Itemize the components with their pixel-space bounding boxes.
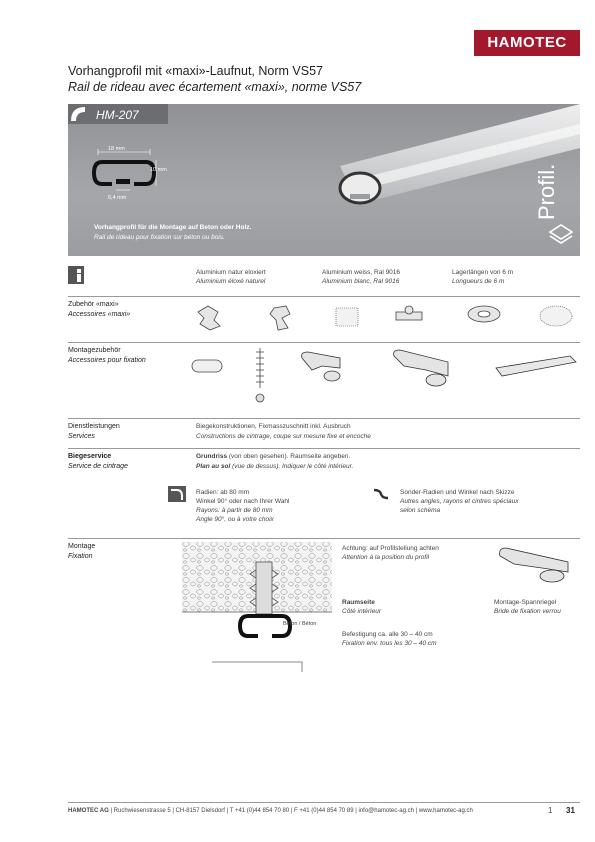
divider: [68, 538, 580, 539]
section-services-de: Dienstleistungen: [68, 423, 120, 430]
special-fr-1: Autres angles, rayons et cintres spéciaux: [400, 498, 519, 505]
mounting-drawing: [182, 540, 332, 672]
section-montage-de: Montage: [68, 543, 96, 550]
profil-logo-icon: [548, 222, 574, 244]
finish-3-fr: Longueurs de 6 m: [452, 278, 505, 285]
divider: [68, 418, 580, 419]
product-code: HM-207: [96, 108, 139, 122]
screw-icon: [256, 348, 264, 402]
finish-2-de: Aluminium weiss, Ral 9016: [322, 269, 401, 276]
finish-3-de: Lagerlängen von 6 m: [452, 269, 514, 276]
finish-1-fr: Aluminium éloxé naturel: [196, 278, 266, 285]
mounting-clamp-drawing: [494, 542, 576, 586]
finish-2-fr: Aluminium blanc, Ral 9016: [322, 278, 400, 285]
profile-corner-icon: [70, 106, 86, 122]
fixing-de: Befestigung ca. alle 30 – 40 cm: [342, 631, 433, 638]
section-mounting-fr: Accessoires pour fixation: [68, 357, 146, 364]
radius-icon: [168, 486, 186, 502]
section-services-fr: Services: [68, 433, 95, 440]
section-accessories-de: Zubehör «maxi»: [68, 301, 119, 308]
finish-1-de: Aluminium natur eloxiert: [196, 269, 266, 276]
mounting-images: [190, 344, 580, 406]
ceiling-clip-icon: [468, 306, 500, 322]
accessories-images: [190, 300, 580, 336]
profil-label-box: [528, 142, 574, 222]
section-montage-fr: Fixation: [68, 553, 93, 560]
radii-de-2: Winkel 90° oder nach Ihrer Wahl: [196, 498, 290, 505]
glider-icon: [198, 306, 220, 330]
profile-dimension-drawing: [90, 144, 180, 206]
clip-de: Montage-Spannriegel: [494, 599, 557, 606]
end-stop-icon: [336, 308, 358, 326]
section-mounting-de: Montagezubehör: [68, 347, 121, 354]
banner-text-de: Vorhangprofil für die Montage auf Beton oder Holz.: [94, 224, 252, 231]
clamp-icon: [302, 352, 340, 381]
section-accessories-fr: Accessoires «maxi»: [68, 311, 131, 318]
divider: [68, 448, 580, 449]
dim-height: 10 mm: [150, 167, 167, 173]
attention-de: Achtung: auf Profilstellung achten: [342, 545, 439, 552]
dim-slot: 6,4 mm: [108, 195, 127, 201]
services-text-fr: Constructions de cintrage, coupe sur mesure fixe et encoche: [196, 433, 371, 440]
banner-text-fr: Rail de rideau pour fixation sur béton ou bois.: [94, 234, 225, 241]
divider: [68, 342, 580, 343]
cover-strip-icon: [496, 356, 576, 376]
info-icon: [68, 266, 84, 284]
brand-logo: HAMOTEC: [474, 30, 580, 56]
divider: [68, 296, 580, 297]
special-de: Sonder-Radien und Winkel nach Skizze: [400, 489, 515, 496]
radii-fr-1: Rayons: à partir de 80 mm: [196, 507, 273, 514]
footer-section-number: 1: [548, 806, 553, 815]
bending-line-fr: Plan au sol (vue de dessus). Indiquer le côté intérieur.: [196, 463, 354, 470]
radii-de-1: Radien: ab 80 mm: [196, 489, 250, 496]
hook-glider-icon: [270, 306, 290, 330]
attention-fr: Attention à la position du profil: [342, 554, 430, 561]
radii-fr-2: Angle 90°, ou à votre choix: [196, 516, 274, 523]
services-text-de: Biegekonstruktionen, Fixmasszuschnitt inkl. Ausbruch: [196, 423, 351, 430]
raumseite-fr: Côté intérieur: [342, 608, 382, 615]
special-fr-2: selon schéma: [400, 507, 441, 514]
section-bending-fr: Service de cintrage: [68, 463, 128, 470]
bending-line-de: Grundriss (von oben gesehen). Raumseite angeben.: [196, 453, 351, 460]
profil-label: Profil.: [534, 163, 559, 220]
section-bending-de: Biegeservice: [68, 453, 112, 460]
clamp-large-icon: [394, 350, 448, 386]
raumseite-de: Raumseite: [342, 599, 375, 606]
end-cap-icon: [540, 306, 572, 326]
page-number: 31: [566, 806, 575, 815]
dowel-icon: [192, 360, 222, 372]
page-title-fr: Rail de rideau avec écartement «maxi», norme VS57: [68, 80, 362, 94]
roller-icon: [396, 306, 422, 320]
footer-address: HAMOTEC AG | Ruchwiesenstrasse 5 | CH-8157 Dielsdorf | T +41 (0)44 854 70 80 | F +41 (0)44 854 70 89 | info@hamotec-ag.ch | www.hamotec-ag.ch: [68, 808, 473, 814]
page-title-de: Vorhangprofil mit «maxi»-Laufnut, Norm VS57: [68, 64, 323, 78]
dim-width: 18 mm: [108, 146, 125, 152]
special-bend-icon: [372, 486, 390, 502]
fixing-fr: Fixation env. tous les 30 – 40 cm: [342, 640, 437, 647]
beton-label: Beton / Béton: [283, 621, 317, 627]
clip-fr: Bride de fixation verrou: [494, 608, 561, 615]
footer-divider: [68, 802, 580, 803]
